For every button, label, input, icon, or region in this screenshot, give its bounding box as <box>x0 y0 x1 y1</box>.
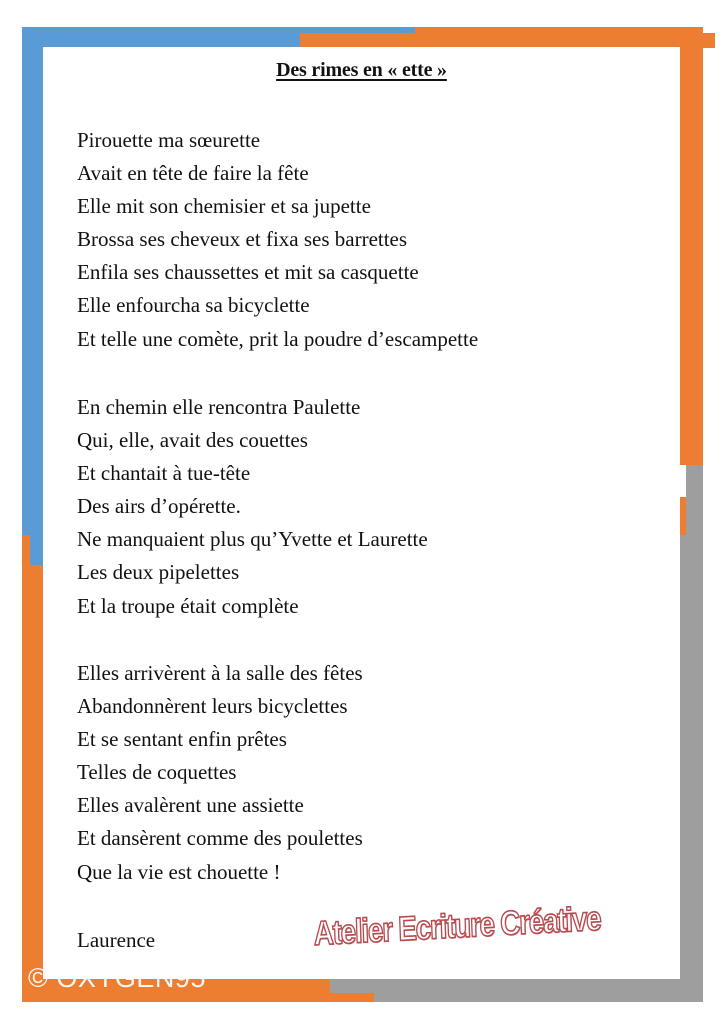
verse-line: Elles arrivèrent à la salle des fêtes <box>77 661 363 685</box>
verse-line: Elle mit son chemisier et sa jupette <box>77 194 371 219</box>
verse-line: Avait en tête de faire la fête <box>77 161 309 186</box>
verse-line: Telles de coquettes <box>77 760 237 785</box>
verse-line: Elle enfourcha sa bicyclette <box>77 293 310 318</box>
frame-right-orange-step <box>680 497 686 535</box>
frame-bottom-gray-lower <box>374 979 703 1002</box>
verse-line: Pirouette ma sœurette <box>77 128 261 152</box>
verse-line: Ne manquaient plus qu’Yvette et Laurette <box>77 527 428 552</box>
verse-line: Enfila ses chaussettes et mit sa casquette <box>77 260 419 285</box>
verse-line: Et chantait à tue-tête <box>77 461 251 486</box>
frame-left-blue <box>22 27 43 567</box>
poem-page <box>43 47 680 979</box>
frame-right-orange <box>680 27 703 465</box>
verse-line: Elles avalèrent une assiette <box>77 793 304 818</box>
verse-line: Et dansèrent comme des poulettes <box>77 826 363 851</box>
frame-left-orange <box>22 535 30 1002</box>
poem-title: Des rimes en « ette » <box>276 59 447 81</box>
frame-right-gray-lower <box>680 535 703 1002</box>
frame-bottom-orange-step <box>330 993 374 1002</box>
verse-line: Et la troupe était complète <box>77 593 299 618</box>
verse-line: Abandonnèrent leurs bicyclettes <box>77 694 348 719</box>
verse-line: Et se sentant enfin prêtes <box>77 727 287 752</box>
frame-top-orange <box>415 27 703 38</box>
author-signature: Laurence <box>77 928 156 952</box>
frame-left-orange-step <box>30 565 43 1002</box>
verse-line: Qui, elle, avait des couettes <box>77 428 308 453</box>
copyright-watermark: © OXYGEN95 <box>28 963 206 993</box>
verse-line: Brossa ses cheveux et fixa ses barrettes <box>77 227 408 252</box>
workshop-logo: Atelier Ecriture Créative <box>313 899 602 953</box>
verse-line: Que la vie est chouette ! <box>77 859 281 884</box>
stanza-2 <box>77 391 428 623</box>
verse-line: Et telle une comète, prit la poudre d’escampette <box>77 326 479 351</box>
verse-line: En chemin elle rencontra Paulette <box>77 395 361 419</box>
verse-line: Des airs d’opérette. <box>77 494 241 519</box>
stanza-1 <box>77 124 478 356</box>
verse-line: Les deux pipelettes <box>77 560 240 585</box>
stanza-3 <box>77 657 363 889</box>
